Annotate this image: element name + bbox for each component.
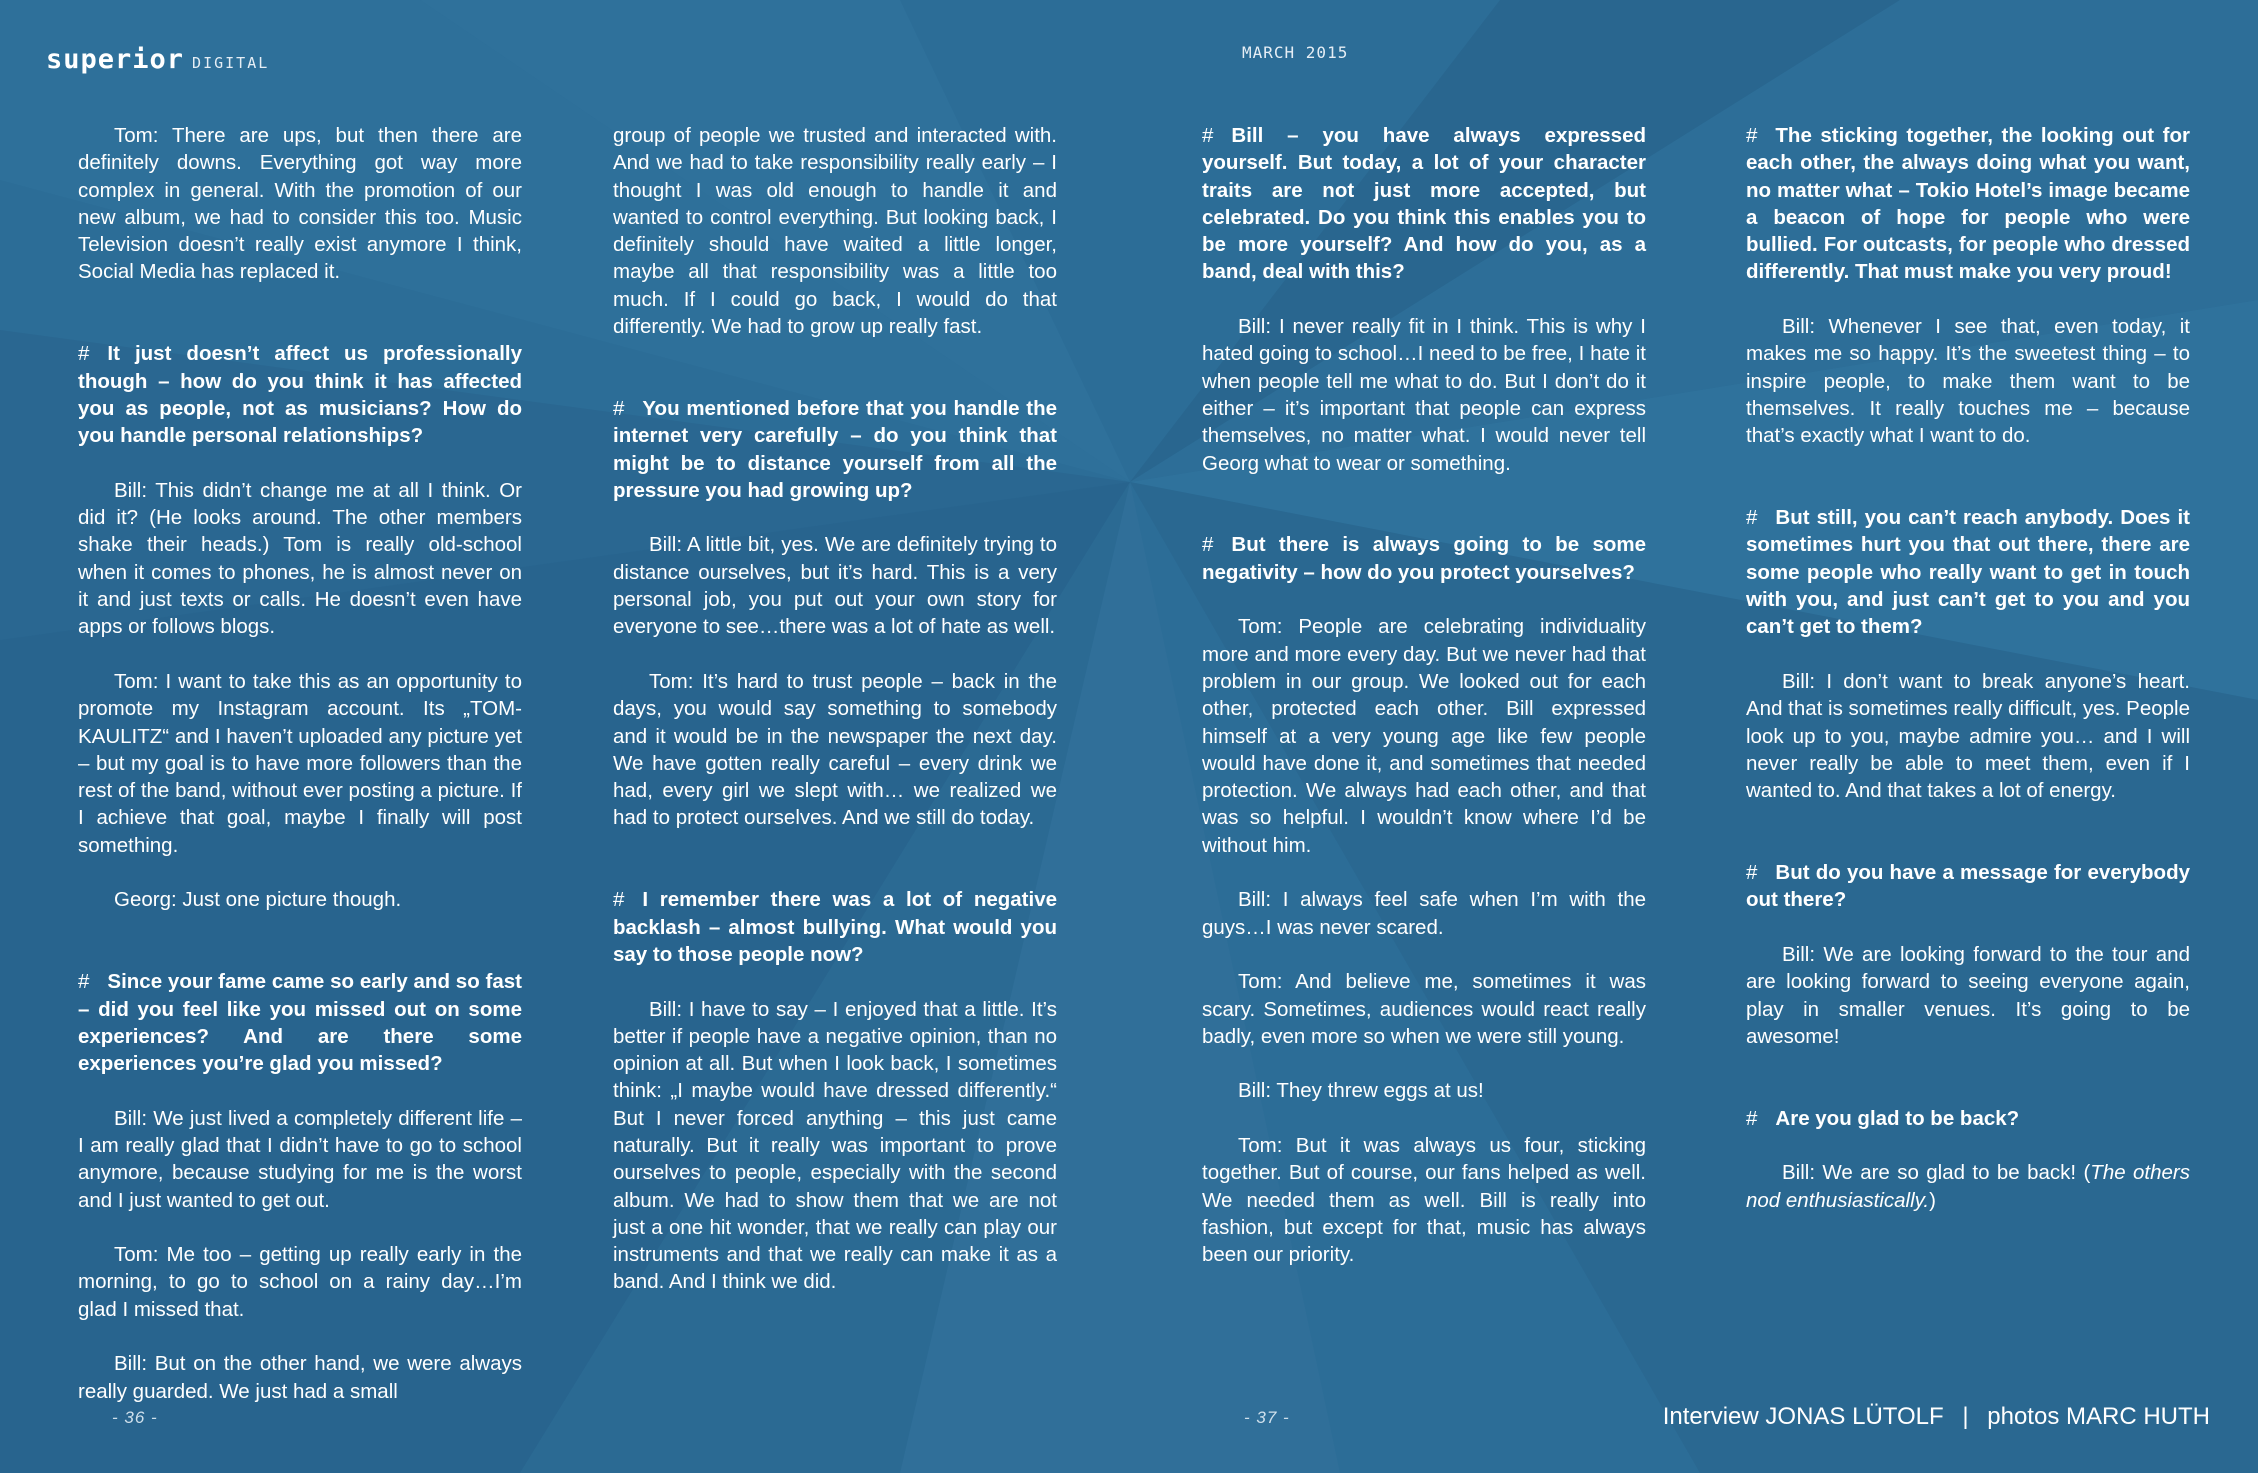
interview-question xyxy=(1746,1105,2190,1132)
interview-question xyxy=(1746,859,2190,914)
interview-answer: Tom: People are celebrating individuality more and more every day. But we never had that problem in our group. We looked out for each other, protected each other. Bill expressed himself at a very young age like few people would have done it, and sometimes that needed protection. We always had each other, and that was so helpful. I wouldn’t know where I’d be without him. xyxy=(1202,615,1646,857)
interview-answer: Bill: We just lived a completely different life – I am really glad that I didn’t have to go to school anymore, because studying for me is the worst and I just wanted to get out. xyxy=(78,1106,522,1212)
question-marker: # xyxy=(1202,533,1214,557)
question-text: The sticking together, the looking out for each other, the always doing what you want, no matter what – Tokio Hotel’s image became a beacon of hope for people who were bullied. For outcasts, for people who dressed differently. That must make you very proud! xyxy=(1746,124,2190,284)
interview-answer: group of people we trusted and interacted with. And we had to take responsibility really early – I thought I was old enough to handle it and wanted to control everything. But looking back, I definitely should have waited a little longer, maybe all that responsibility was a little too much. If I could go back, I would do that differently. We had to grow up really fast. xyxy=(613,124,1057,339)
interview-answer: Tom: I want to take this as an opportunity to promote my Instagram account. Its „TOM-KAULITZ“ and I haven’t uploaded any picture yet – but my goal is to have more followers than the rest of the band, without ever posting a picture. If I achieve that goal, maybe I finally will post something. xyxy=(78,669,522,857)
interview-answer xyxy=(1746,1159,2190,1214)
question-marker: # xyxy=(613,396,625,420)
question-text: But do you have a message for everybody out there? xyxy=(1746,861,2190,912)
interview-answer: Bill: This didn’t change me at all I think. Or did it? (He looks around. The other members shake their heads.) Tom is really old-school when it comes to phones, he is almost never on it and just texts or calls. He doesn’t even have apps or follows blogs. xyxy=(78,478,522,639)
interview-answer: Bill: Whenever I see that, even today, it makes me so happy. It’s the sweetest thing – to inspire people, to make them want to be themselves. It really touches me – because that’s exactly what I want to do. xyxy=(1746,315,2190,448)
interview-answer: Tom: It’s hard to trust people – back in the days, you would say something to somebody and it would be in the newspaper the next day. We have gotten really careful – every drink we had, every girl we slept with… we realized we had to protect ourselves. And we still do today. xyxy=(613,669,1057,830)
question-text: I remember there was a lot of negative backlash – almost bullying. What would you say to those people now? xyxy=(613,888,1057,966)
brand-logo xyxy=(46,44,269,75)
page-number-right: - 37 - xyxy=(1244,1408,1290,1427)
interview-question xyxy=(78,968,522,1077)
question-marker: # xyxy=(1746,861,1758,885)
question-marker: # xyxy=(1202,124,1214,147)
photos-label: photos xyxy=(1987,1403,2060,1430)
interview-question xyxy=(613,395,1057,504)
interview-answer: Tom: And believe me, sometimes it was scary. Sometimes, audiences would react really badly, even more so when we were still young. xyxy=(1202,970,1646,1048)
question-text: Since your fame came so early and so fast – did you feel like you missed out on some experiences? And are there some experiences you’re glad you missed? xyxy=(78,970,522,1076)
article-credits xyxy=(1663,1403,2210,1431)
interview-answer: Bill: But on the other hand, we were always really guarded. We just had a small xyxy=(78,1352,522,1403)
interview-answer: Bill: They threw eggs at us! xyxy=(1238,1079,1484,1103)
credits-separator: | xyxy=(1962,1403,1969,1430)
issue-date: MARCH 2015 xyxy=(1242,43,1349,62)
question-text: But there is always going to be some negativity – how do you protect yourselves? xyxy=(1202,533,1646,584)
interview-question xyxy=(613,886,1057,968)
question-marker: # xyxy=(78,970,90,994)
interview-label: Interview xyxy=(1662,1403,1759,1430)
brand-sub: DIGITAL xyxy=(192,54,270,72)
interview-answer: Bill: I have to say – I enjoyed that a little. It’s better if people have a negative opinion, than no opinion at all. But when I look back, I sometimes think: „I maybe would have dressed differently.“ But I never forced anything – this just came naturally. But it really was important to prove ourselves to people, especially with the second album. We had to show them that we are not just a one hit wonder, that we really can play our instruments and that we really can make it as a band. And I think we did. xyxy=(613,997,1057,1294)
interview-question xyxy=(78,340,522,449)
article-column-2 xyxy=(613,122,1057,1323)
interview-answer: Bill: I don’t want to break anyone’s heart. And that is sometimes really difficult, yes. People look up to you, maybe admire you… and I will never really be able to meet them, even if I wanted to. And that takes a lot of energy. xyxy=(1746,669,2190,803)
article-column-1 xyxy=(78,122,522,1432)
page-number-left: - 36 - xyxy=(112,1408,158,1427)
interview-answer: Bill: I never really fit in I think. This is why I hated going to school…I need to be free, I hate it when people tell me what to do. But I don’t do it either – it’s important that people can express themselves, no matter what. I would never tell Georg what to wear or something. xyxy=(1202,315,1646,475)
interview-answer: Bill: I always feel safe when I’m with the guys…I was never scared. xyxy=(1202,888,1646,939)
article-column-4 xyxy=(1746,122,2190,1241)
interview-answer: Tom: But it was always us four, sticking together. But of course, our fans helped as well. We needed them as well. Bill is really into fashion, but except for that, music has always been our priority. xyxy=(1202,1133,1646,1267)
interview-answer: Tom: There are ups, but then there are definitely downs. Everything got way more complex in general. With the promotion of our new album, we had to consider this too. Music Television doesn’t really exist anymore I think, Social Media has replaced it. xyxy=(78,124,522,284)
answer-text: Bill: We are so glad to be back! ( xyxy=(1782,1161,2091,1185)
interview-answer: Tom: Me too – getting up really early in the morning, to go to school on a rainy day…I’m glad I missed that. xyxy=(78,1243,522,1321)
photographer-name: MARC HUTH xyxy=(2066,1403,2210,1430)
interviewer-name: JONAS LÜTOLF xyxy=(1765,1403,1944,1430)
article-column-3 xyxy=(1202,122,1646,1296)
interview-question xyxy=(1202,531,1646,586)
interview-question xyxy=(1202,122,1646,286)
brand-name: superior xyxy=(46,44,185,75)
question-text: It just doesn’t affect us professionally though – how do you think it has affected you as people, not as musicians? How do you handle personal relationships? xyxy=(78,342,522,448)
question-text: You mentioned before that you handle the internet very carefully – do you think that might be to distance yourself from all the pressure you had growing up? xyxy=(613,396,1057,502)
stage-direction: The others nod enthusiastically. xyxy=(1746,1161,2190,1212)
question-marker: # xyxy=(1746,506,1758,530)
interview-answer: Bill: We are looking forward to the tour and are looking forward to seeing everyone again, play in smaller venues. It’s going to be awesome! xyxy=(1746,942,2190,1048)
interview-question xyxy=(1746,504,2190,640)
interview-question xyxy=(1746,122,2190,286)
question-marker: # xyxy=(613,888,625,912)
question-marker: # xyxy=(78,342,90,366)
question-text: Bill – you have always expressed yourself. But today, a lot of your character traits are not just more accepted, but celebrated. Do you think this enables you to be more yourself? And how do you, as a band, deal with this? xyxy=(1202,124,1646,284)
question-text: But still, you can’t reach anybody. Does it sometimes hurt you that out there, there are some people who really want to get in touch with you, and just can’t get to you and you can’t get to them? xyxy=(1746,506,2190,639)
interview-answer: Bill: A little bit, yes. We are definitely trying to distance ourselves, but it’s hard. This is a very personal job, you put out your own story for everyone to see…there was a lot of hate as well. xyxy=(613,533,1057,639)
interview-answer: Georg: Just one picture though. xyxy=(114,888,402,912)
question-marker: # xyxy=(1746,124,1758,147)
question-marker: # xyxy=(1746,1106,1758,1130)
answer-text-end: ) xyxy=(1929,1188,1936,1212)
question-text: Are you glad to be back? xyxy=(1775,1106,2020,1130)
